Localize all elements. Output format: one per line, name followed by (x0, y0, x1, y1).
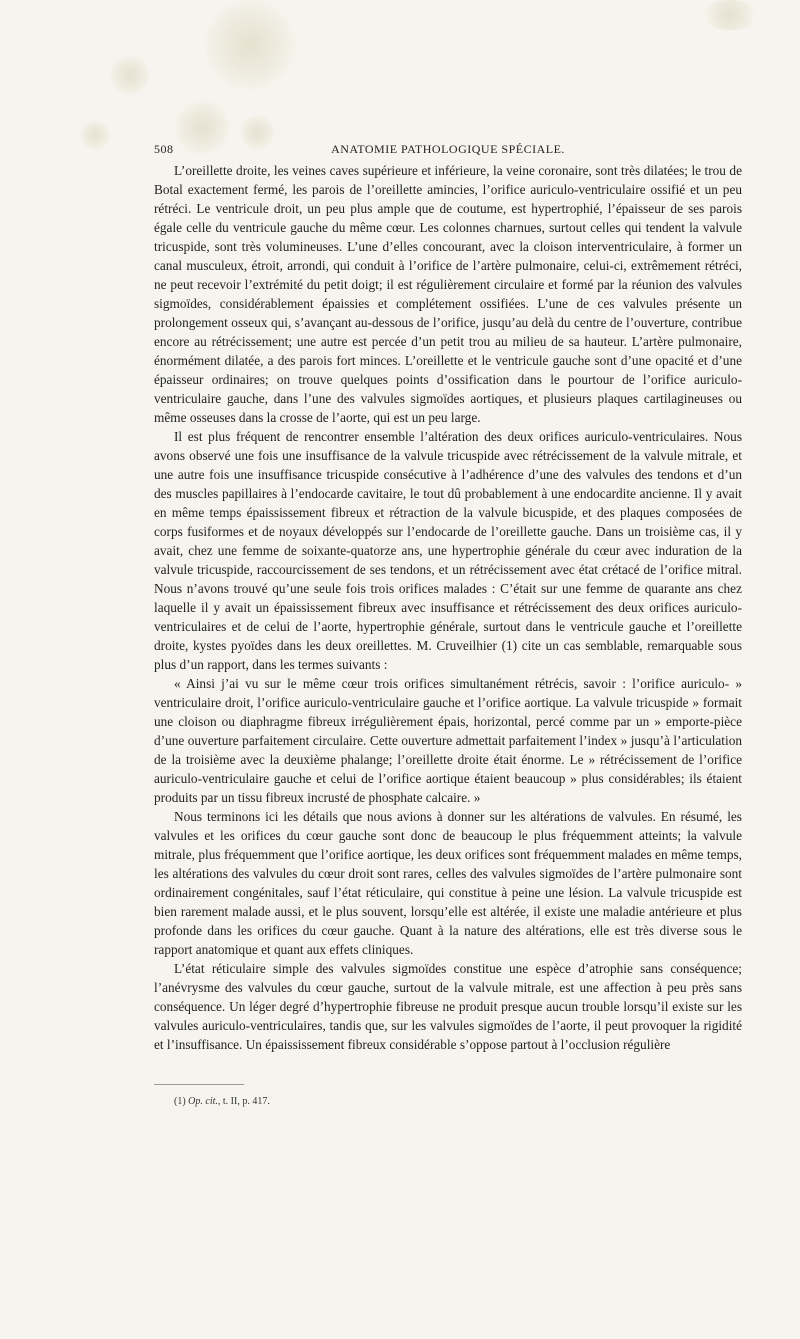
foxing-stain (110, 55, 150, 95)
page-header (154, 142, 742, 160)
footnote-locator: , t. II, p. 417. (217, 1096, 270, 1107)
quotation-paragraph: « Ainsi j’ai vu sur le même cœur trois orifices simultanément rétrécis, savoir : l’orifice auriculo- » ventriculaire droit, l’orifice auriculo-ventriculaire gauche et l’orifice aortique. La valvule tricuspide » formait une cloison ou diaphragme fibreux irrégulièrement épais, horizontal, percé comme par un » emporte-pièce d’une ouverture parfaitement circulaire. Cette ouverture admettait parfaitement l’index » jusqu’à l’articulation de la troisième avec la deuxième phalange; l’oreillette droite était énorme. Le » rétrécissement de l’orifice auriculo-ventriculaire gauche et celui de l’orifice aortique étaient beaucoup » plus considérables; ils étaient produits par un tissu fibreux incrusté de phosphate calcaire. » (154, 676, 742, 805)
foxing-stain (80, 120, 110, 150)
foxing-stain (700, 0, 760, 30)
paragraph: Nous terminons ici les détails que nous avions à donner sur les altérations de valvules. En résumé, les valvules et les orifices du cœur gauche sont donc de beaucoup le plus fréquemment atteints; la valvule mitrale, plus fréquemment que l’orifice aortique, les deux orifices sont fréquemment malades en même temps, les altérations des valvules du cœur droit sont rares, celles des valvules sigmoïdes de l’artère pulmonaire sont ordinairement congénitales, sauf l’état réticulaire, qui constitue à peine une lésion. La valvule tricuspide est bien rarement malade aussi, et le plus souvent, lorsqu’elle est altérée, il existe une maladie antérieure et plus profonde dans les orifices du cœur gauche. Quant à la nature des altérations, elle est très diverse sous le rapport anatomique et quant aux effets cliniques. (154, 809, 742, 957)
footnote (174, 1096, 270, 1107)
running-title: ANATOMIE PATHOLOGIQUE SPÉCIALE. (331, 142, 565, 156)
footnote-reference: Op. cit. (188, 1096, 218, 1107)
body-text (154, 161, 742, 1054)
paragraph: L’état réticulaire simple des valvules sigmoïdes constitue une espèce d’atrophie sans conséquence; l’anévrysme des valvules du cœur gauche, surtout de la valvule mitrale, est une affection à peu près sans conséquence. Un léger degré d’hypertrophie fibreuse ne produit presque aucun trouble lorsqu’il existe sur les valvules auriculo-ventriculaires, tandis que, sur les valvules sigmoïdes de l’aorte, il peut provoquer la rigidité et l’insuffisance. Un épaississement fibreux considérable s’oppose partout à l’occlusion régulière (154, 961, 742, 1052)
paragraph: L’oreillette droite, les veines caves supérieure et inférieure, la veine coronaire, sont très dilatées; le trou de Botal exactement fermé, les parois de l’oreillette amincies, l’orifice auriculo-ventriculaire ossifié et un peu rétréci. Le ventricule droit, un peu plus ample que de coutume, est hypertrophié, l’épaisseur de ses parois égale celle du ventricule gauche du même cœur. Les colonnes charnues, surtout celles qui tendent la valvule tricuspide, sont très volumineuses. L’une d’elles concourant, avec la cloison interventriculaire, à former un canal musculeux, étroit, arrondi, qui conduit à l’orifice de l’artère pulmonaire, celui-ci, extrêmement rétréci, ne peut recevoir l’extrémité du petit doigt; il est régulièrement circulaire et formé par la réunion des valvules sigmoïdes, considérablement épaissies et complétement ossifiées. L’une de ces valvules présente un prolongement osseux qui, s’avançant au-dessous de l’orifice, jusqu’au delà du centre de l’ouverture, contribue encore au rétrécissement; une autre est percée d’un petit trou au milieu de sa hauteur. L’artère pulmonaire, énormément dilatée, a des parois fort minces. L’oreillette et le ventricule gauche sont d’une opacité et d’une épaisseur ordinaires; on trouve quelques points d’ossification dans le pourtour de l’orifice auriculo-ventriculaire gauche, dans l’une des valvules sigmoïdes aortiques, et plusieurs plaques cartilagineuses ou même osseuses dans la crosse de l’aorte, qui est un peu large. (154, 163, 742, 425)
footnote-divider (154, 1084, 244, 1085)
footnote-marker: (1) (174, 1096, 186, 1107)
foxing-stain (205, 0, 295, 90)
paragraph: Il est plus fréquent de rencontrer ensemble l’altération des deux orifices auriculo-ventriculaires. Nous avons observé une fois une insuffisance de la valvule tricuspide avec rétrécissement de la valvule mitrale, et une autre fois une insuffisance tricuspide consécutive à l’adhérence d’une des valvules des tendons et d’un des muscles papillaires à l’endocarde cavitaire, le tout dû probablement à une endocardite ancienne. Il y avait en même temps épaississement fibreux et rétraction de la valvule bicuspide, et des plaques composées de corps fusiformes et de noyaux développés sur l’endocarde de l’oreillette gauche. Dans un troisième cas, il y avait, chez une femme de soixante-quatorze ans, une hypertrophie générale du cœur avec induration de la valvule tricuspide, raccourcissement de ses tendons, et un rétrécissement avec état crétacé de l’orifice mitral. Nous n’avons trouvé qu’une seule fois trois orifices malades : C’était sur une femme de quarante ans chez laquelle il y avait un épaississement fibreux avec insuffisance et rétrécissement des deux orifices auriculo-ventriculaires et de celui de l’aorte, hypertrophie générale, surtout dans le ventricule gauche et l’oreillette droite, kystes pyoïdes dans les deux oreillettes. M. Cruveilhier (1) cite un cas semblable, remarquable sous plus d’un rapport, dans les termes suivants : (154, 429, 742, 672)
page-number: 508 (154, 142, 174, 156)
